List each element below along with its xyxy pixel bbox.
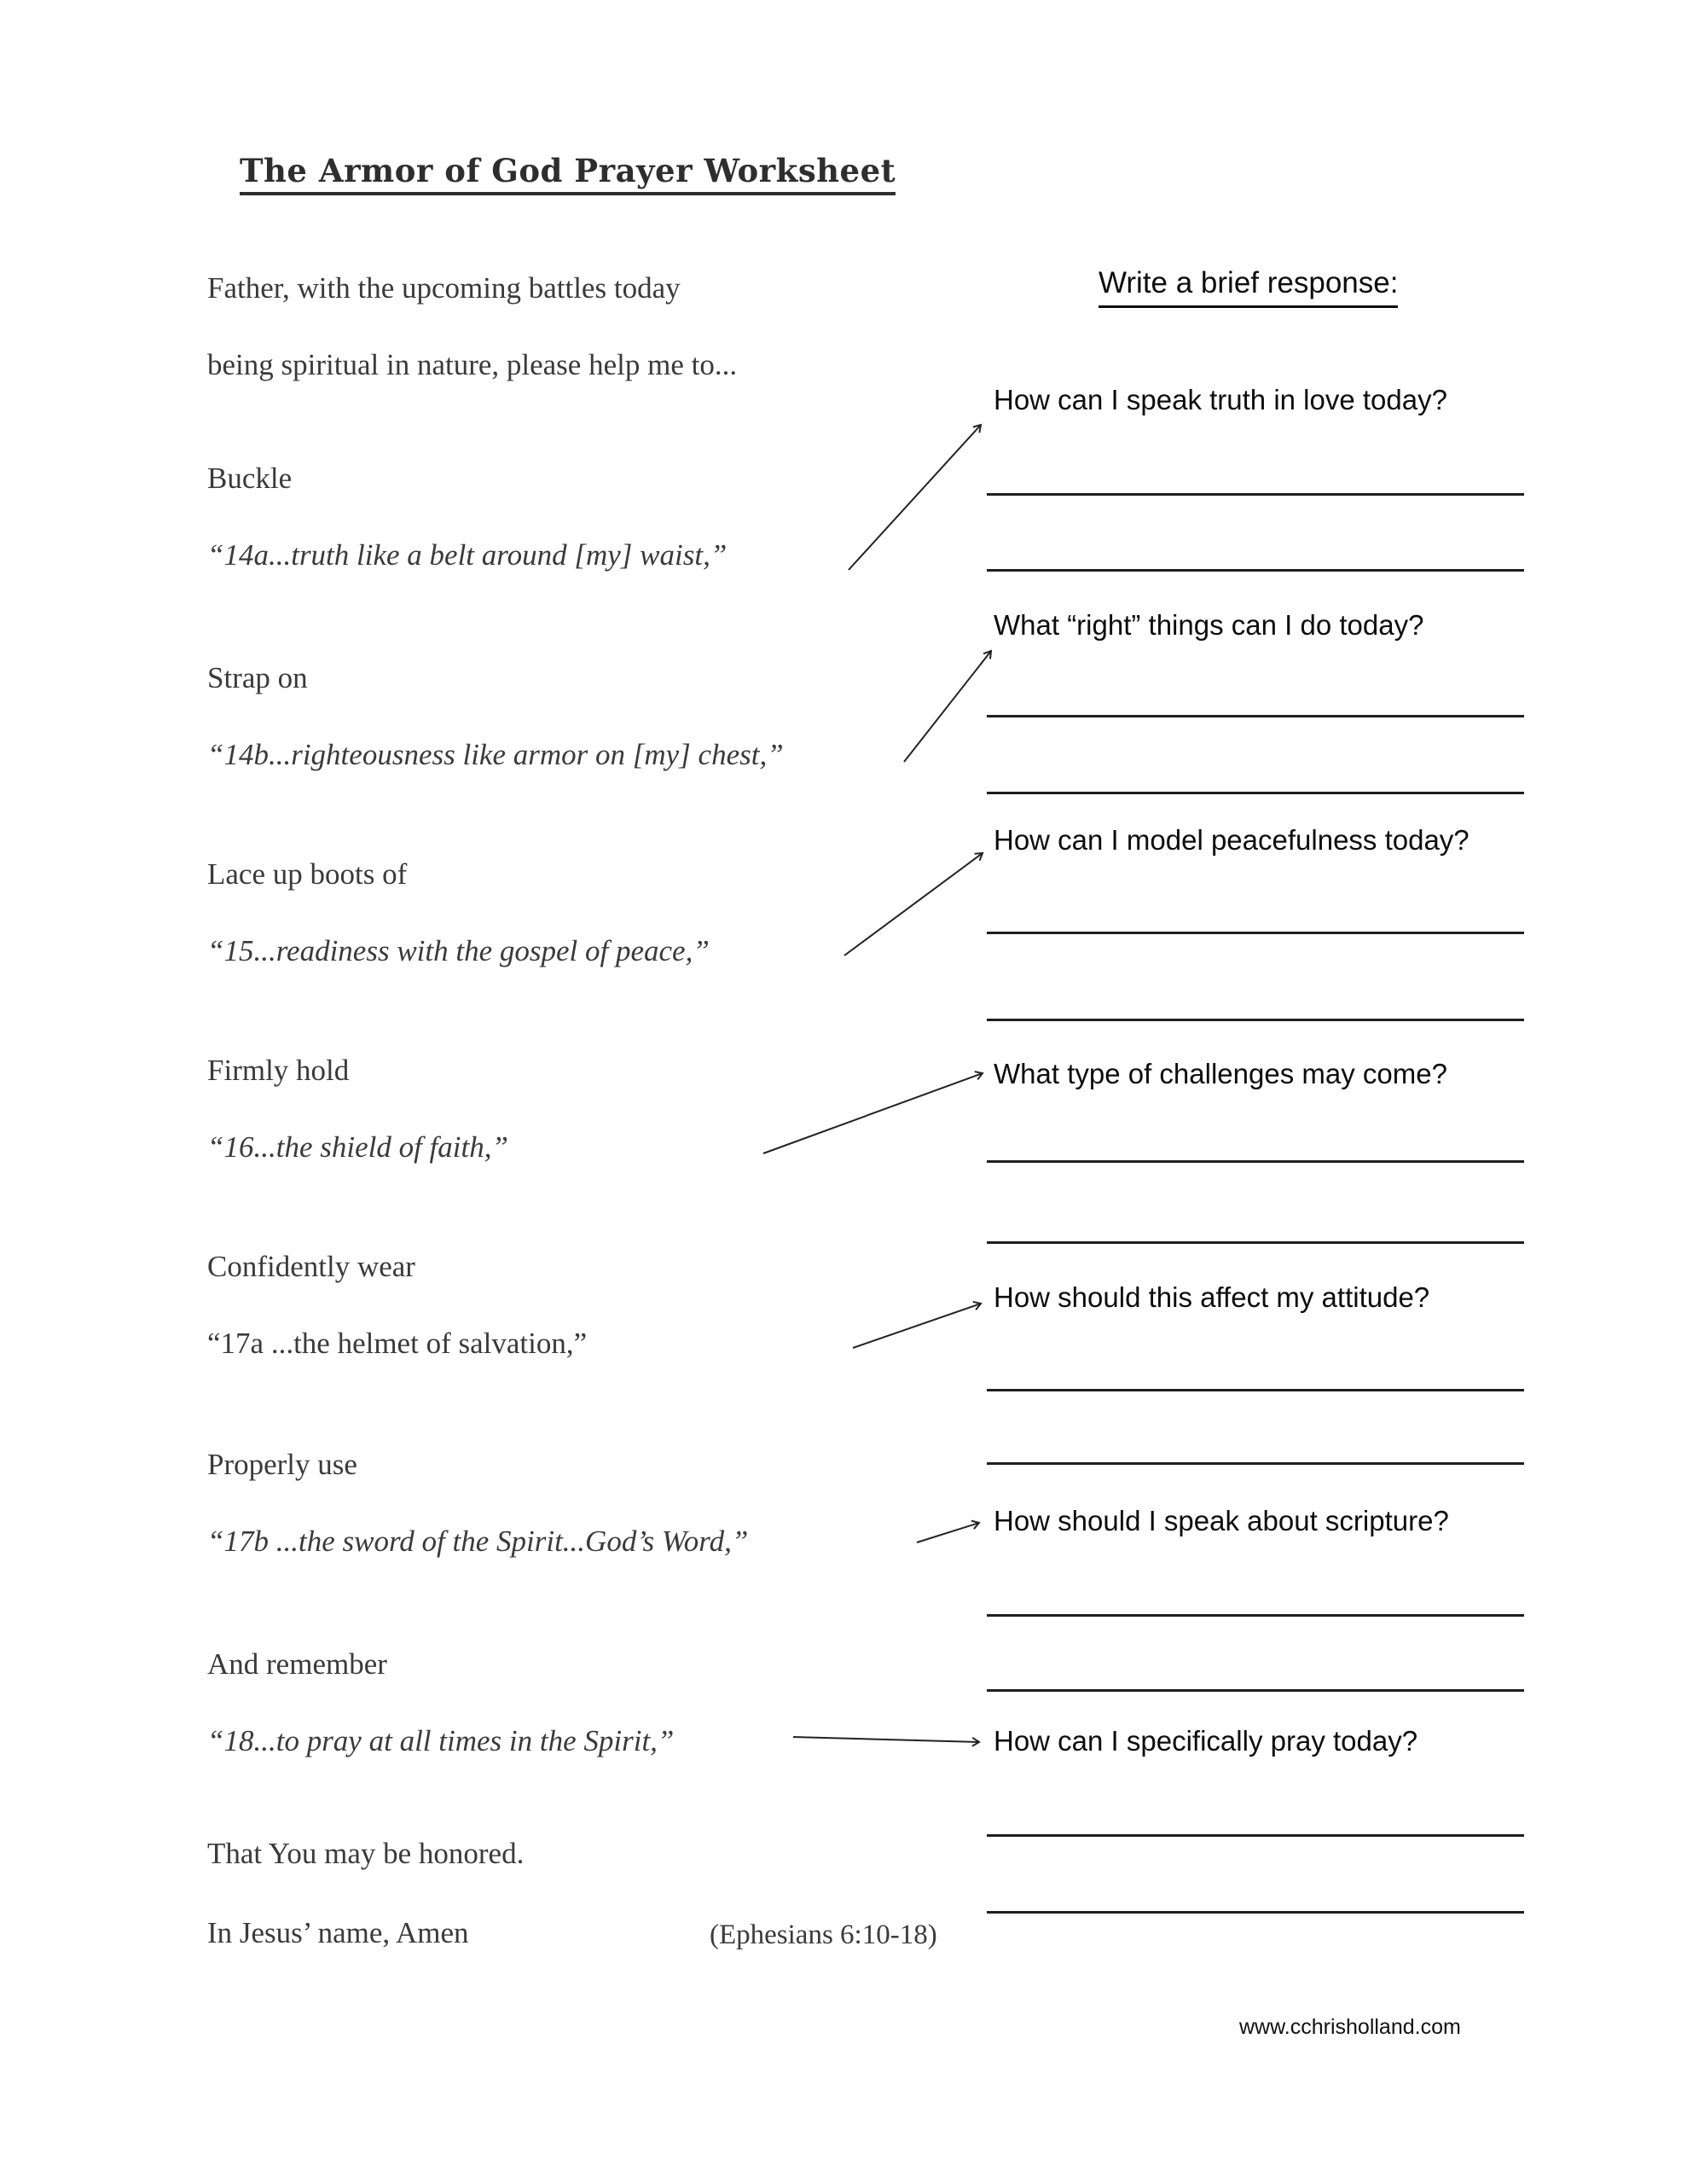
question-speak-truth: How can I speak truth in love today?: [994, 384, 1447, 415]
arrow-prayer-to-question: [793, 1737, 979, 1742]
armor-quote-breastplate: “14b...righteousness like armor on [my] chest,”: [207, 738, 784, 771]
answer-line[interactable]: [987, 932, 1524, 934]
arrow-boots-to-question: [844, 853, 983, 956]
intro-line-1: Father, with the upcoming battles today: [207, 271, 681, 305]
armor-quote-helmet: “17a ...the helmet of salvation,”: [207, 1327, 588, 1360]
armor-heading-boots: Lace up boots of: [207, 857, 408, 891]
page-title: The Armor of God Prayer Worksheet: [240, 152, 896, 195]
arrow-shield-to-question: [763, 1073, 983, 1153]
answer-line[interactable]: [987, 1911, 1524, 1914]
armor-heading-prayer: And remember: [207, 1647, 387, 1681]
armor-heading-breastplate: Strap on: [207, 661, 308, 694]
response-column-header: Write a brief response:: [1099, 266, 1398, 308]
question-peacefulness: How can I model peacefulness today?: [994, 824, 1470, 856]
answer-line[interactable]: [987, 715, 1524, 717]
armor-heading-shield: Firmly hold: [207, 1054, 350, 1087]
answer-line[interactable]: [987, 493, 1524, 496]
question-scripture: How should I speak about scripture?: [994, 1505, 1449, 1536]
closing-line-2: In Jesus’ name, Amen: [207, 1916, 469, 1949]
answer-line[interactable]: [987, 569, 1524, 572]
closing-line-1: That You may be honored.: [207, 1837, 525, 1870]
arrow-belt-to-question: [849, 425, 981, 570]
question-right-things: What “right” things can I do today?: [994, 609, 1424, 641]
answer-line[interactable]: [987, 1389, 1524, 1391]
intro-line-2: being spiritual in nature, please help me to...: [207, 348, 738, 381]
armor-quote-sword: “17b ...the sword of the Spirit...God’s Word,”: [207, 1525, 749, 1558]
answer-line[interactable]: [987, 1160, 1524, 1163]
question-attitude: How should this affect my attitude?: [994, 1281, 1430, 1313]
armor-quote-boots: “15...readiness with the gospel of peace,”: [207, 934, 710, 967]
arrow-chest-to-question: [904, 651, 991, 762]
armor-heading-belt: Buckle: [207, 462, 293, 495]
answer-line[interactable]: [987, 1462, 1524, 1465]
question-challenges: What type of challenges may come?: [994, 1058, 1447, 1089]
question-pray-today: How can I specifically pray today?: [994, 1725, 1418, 1757]
arrow-helmet-to-question: [853, 1304, 981, 1348]
answer-line[interactable]: [987, 1019, 1524, 1021]
armor-heading-sword: Properly use: [207, 1448, 357, 1481]
armor-quote-belt: “14a...truth like a belt around [my] waist,”: [207, 538, 728, 572]
answer-line[interactable]: [987, 1241, 1524, 1244]
answer-line[interactable]: [987, 792, 1524, 794]
scripture-reference: (Ephesians 6:10-18): [710, 1920, 937, 1950]
arrow-sword-to-question: [917, 1523, 979, 1542]
footer-url: www.cchrisholland.com: [1239, 2015, 1461, 2039]
answer-line[interactable]: [987, 1689, 1524, 1692]
armor-quote-shield: “16...the shield of faith,”: [207, 1130, 508, 1164]
answer-line[interactable]: [987, 1834, 1524, 1837]
armor-quote-prayer: “18...to pray at all times in the Spirit,”: [207, 1724, 675, 1757]
answer-line[interactable]: [987, 1614, 1524, 1617]
armor-heading-helmet: Confidently wear: [207, 1250, 415, 1283]
